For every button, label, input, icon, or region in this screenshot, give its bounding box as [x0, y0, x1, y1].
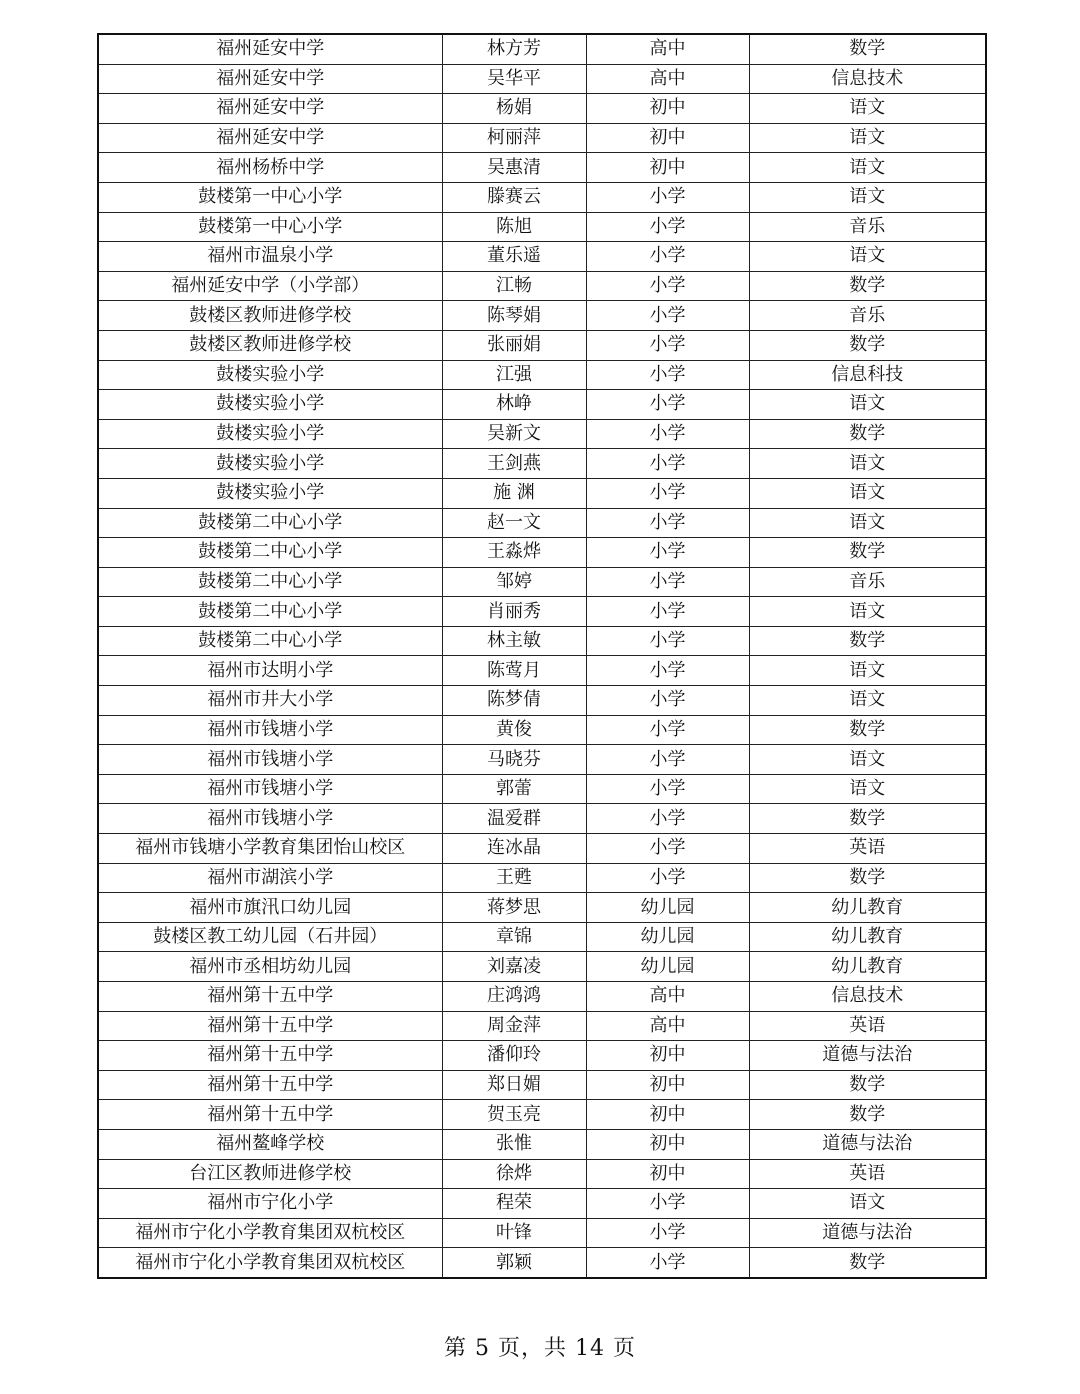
subject-cell: 数学	[749, 804, 986, 834]
school-level-cell: 小学	[586, 212, 749, 242]
teacher-name-cell: 林方芳	[442, 34, 586, 64]
subject-cell: 英语	[749, 834, 986, 864]
school-cell: 福州第十五中学	[98, 982, 442, 1012]
school-cell: 福州市钱塘小学	[98, 715, 442, 745]
teacher-name-cell: 陈琴娟	[442, 301, 586, 331]
subject-cell: 语文	[749, 94, 986, 124]
school-level-cell: 高中	[586, 1011, 749, 1041]
school-cell: 福州第十五中学	[98, 1011, 442, 1041]
subject-cell: 数学	[749, 863, 986, 893]
school-level-cell: 小学	[586, 538, 749, 568]
table-row	[98, 626, 986, 656]
teacher-name-cell: 吴惠清	[442, 153, 586, 183]
school-cell: 福州市钱塘小学教育集团怡山校区	[98, 834, 442, 864]
school-cell: 鼓楼区教师进修学校	[98, 330, 442, 360]
table-row	[98, 745, 986, 775]
teacher-name-cell: 郭蕾	[442, 774, 586, 804]
school-cell: 鼓楼第二中心小学	[98, 626, 442, 656]
school-cell: 福州市钱塘小学	[98, 774, 442, 804]
school-cell: 鼓楼第二中心小学	[98, 508, 442, 538]
teacher-name-cell: 马晓芬	[442, 745, 586, 775]
table-row	[98, 1248, 986, 1278]
school-level-cell: 初中	[586, 153, 749, 183]
teacher-name-cell: 陈莺月	[442, 656, 586, 686]
school-level-cell: 小学	[586, 745, 749, 775]
subject-cell: 音乐	[749, 212, 986, 242]
school-cell: 福州鳌峰学校	[98, 1129, 442, 1159]
table-row	[98, 1100, 986, 1130]
subject-cell: 语文	[749, 182, 986, 212]
teacher-name-cell: 施 渊	[442, 478, 586, 508]
school-cell: 鼓楼第二中心小学	[98, 567, 442, 597]
school-level-cell: 小学	[586, 390, 749, 420]
table-row	[98, 715, 986, 745]
school-level-cell: 小学	[586, 863, 749, 893]
teacher-name-cell: 贺玉亮	[442, 1100, 586, 1130]
teacher-name-cell: 王淼烨	[442, 538, 586, 568]
teacher-name-cell: 吴华平	[442, 64, 586, 94]
school-level-cell: 小学	[586, 656, 749, 686]
teacher-name-cell: 黄俊	[442, 715, 586, 745]
school-cell: 福州市丞相坊幼儿园	[98, 952, 442, 982]
subject-cell: 语文	[749, 449, 986, 479]
school-cell: 鼓楼实验小学	[98, 360, 442, 390]
school-cell: 福州市宁化小学教育集团双杭校区	[98, 1248, 442, 1278]
table-row	[98, 360, 986, 390]
teacher-name-cell: 江强	[442, 360, 586, 390]
teacher-name-cell: 林峥	[442, 390, 586, 420]
subject-cell: 语文	[749, 508, 986, 538]
roster-table	[97, 33, 987, 1279]
table-row	[98, 834, 986, 864]
table-row	[98, 34, 986, 64]
subject-cell: 幼儿教育	[749, 952, 986, 982]
school-level-cell: 小学	[586, 508, 749, 538]
school-cell: 鼓楼实验小学	[98, 478, 442, 508]
school-level-cell: 小学	[586, 478, 749, 508]
school-level-cell: 小学	[586, 715, 749, 745]
school-cell: 福州第十五中学	[98, 1100, 442, 1130]
school-cell: 福州市旗汛口幼儿园	[98, 893, 442, 923]
subject-cell: 数学	[749, 419, 986, 449]
teacher-name-cell: 林主敏	[442, 626, 586, 656]
school-cell: 鼓楼实验小学	[98, 390, 442, 420]
subject-cell: 数学	[749, 538, 986, 568]
teacher-name-cell: 邹婷	[442, 567, 586, 597]
school-cell: 鼓楼第一中心小学	[98, 212, 442, 242]
subject-cell: 数学	[749, 715, 986, 745]
teacher-name-cell: 庄鸿鸿	[442, 982, 586, 1012]
school-cell: 福州延安中学	[98, 94, 442, 124]
roster-table-body	[98, 34, 986, 1278]
subject-cell: 语文	[749, 597, 986, 627]
teacher-name-cell: 蒋梦思	[442, 893, 586, 923]
teacher-name-cell: 王甦	[442, 863, 586, 893]
subject-cell: 数学	[749, 34, 986, 64]
table-row	[98, 774, 986, 804]
table-row	[98, 656, 986, 686]
subject-cell: 语文	[749, 686, 986, 716]
table-row	[98, 64, 986, 94]
table-row	[98, 212, 986, 242]
subject-cell: 数学	[749, 1248, 986, 1278]
school-level-cell: 小学	[586, 774, 749, 804]
subject-cell: 语文	[749, 478, 986, 508]
subject-cell: 英语	[749, 1011, 986, 1041]
subject-cell: 数学	[749, 330, 986, 360]
school-level-cell: 初中	[586, 123, 749, 153]
school-cell: 福州市钱塘小学	[98, 804, 442, 834]
school-level-cell: 高中	[586, 34, 749, 64]
teacher-name-cell: 吴新文	[442, 419, 586, 449]
table-row	[98, 1159, 986, 1189]
teacher-name-cell: 陈旭	[442, 212, 586, 242]
school-level-cell: 初中	[586, 94, 749, 124]
school-level-cell: 高中	[586, 982, 749, 1012]
school-cell: 台江区教师进修学校	[98, 1159, 442, 1189]
school-cell: 福州市宁化小学教育集团双杭校区	[98, 1218, 442, 1248]
subject-cell: 幼儿教育	[749, 893, 986, 923]
teacher-name-cell: 王剑燕	[442, 449, 586, 479]
school-cell: 鼓楼第二中心小学	[98, 597, 442, 627]
table-row	[98, 242, 986, 272]
table-row	[98, 508, 986, 538]
school-level-cell: 小学	[586, 449, 749, 479]
table-row	[98, 153, 986, 183]
table-row	[98, 567, 986, 597]
table-row	[98, 982, 986, 1012]
school-cell: 福州杨桥中学	[98, 153, 442, 183]
table-row	[98, 1070, 986, 1100]
school-level-cell: 初中	[586, 1041, 749, 1071]
school-cell: 福州延安中学	[98, 64, 442, 94]
subject-cell: 信息技术	[749, 982, 986, 1012]
table-row	[98, 330, 986, 360]
table-row	[98, 449, 986, 479]
teacher-name-cell: 张惟	[442, 1129, 586, 1159]
teacher-name-cell: 刘嘉凌	[442, 952, 586, 982]
teacher-name-cell: 徐烨	[442, 1159, 586, 1189]
teacher-name-cell: 周金萍	[442, 1011, 586, 1041]
subject-cell: 信息技术	[749, 64, 986, 94]
school-level-cell: 初中	[586, 1129, 749, 1159]
school-cell: 鼓楼区教师进修学校	[98, 301, 442, 331]
subject-cell: 语文	[749, 390, 986, 420]
school-level-cell: 初中	[586, 1159, 749, 1189]
table-row	[98, 271, 986, 301]
teacher-name-cell: 程荣	[442, 1189, 586, 1219]
subject-cell: 道德与法治	[749, 1041, 986, 1071]
table-row	[98, 94, 986, 124]
school-cell: 福州市湖滨小学	[98, 863, 442, 893]
table-row	[98, 419, 986, 449]
subject-cell: 英语	[749, 1159, 986, 1189]
school-level-cell: 小学	[586, 597, 749, 627]
table-row	[98, 893, 986, 923]
school-level-cell: 小学	[586, 271, 749, 301]
table-row	[98, 478, 986, 508]
table-row	[98, 301, 986, 331]
school-cell: 福州第十五中学	[98, 1041, 442, 1071]
teacher-name-cell: 江畅	[442, 271, 586, 301]
table-row	[98, 538, 986, 568]
school-cell: 鼓楼第一中心小学	[98, 182, 442, 212]
school-cell: 鼓楼区教工幼儿园（石井园）	[98, 922, 442, 952]
table-row	[98, 952, 986, 982]
teacher-name-cell: 郭颖	[442, 1248, 586, 1278]
teacher-name-cell: 赵一文	[442, 508, 586, 538]
subject-cell: 数学	[749, 271, 986, 301]
teacher-name-cell: 陈梦倩	[442, 686, 586, 716]
subject-cell: 语文	[749, 1189, 986, 1219]
subject-cell: 道德与法治	[749, 1129, 986, 1159]
subject-cell: 语文	[749, 774, 986, 804]
teacher-name-cell: 滕赛云	[442, 182, 586, 212]
school-level-cell: 高中	[586, 64, 749, 94]
school-level-cell: 小学	[586, 626, 749, 656]
table-row	[98, 123, 986, 153]
teacher-name-cell: 郑日媚	[442, 1070, 586, 1100]
table-row	[98, 922, 986, 952]
school-cell: 福州延安中学	[98, 123, 442, 153]
teacher-name-cell: 温爱群	[442, 804, 586, 834]
teacher-name-cell: 叶锋	[442, 1218, 586, 1248]
school-cell: 福州市达明小学	[98, 656, 442, 686]
subject-cell: 语文	[749, 153, 986, 183]
school-cell: 鼓楼第二中心小学	[98, 538, 442, 568]
school-cell: 福州延安中学（小学部）	[98, 271, 442, 301]
school-cell: 福州市温泉小学	[98, 242, 442, 272]
school-cell: 福州延安中学	[98, 34, 442, 64]
school-cell: 福州市宁化小学	[98, 1189, 442, 1219]
table-row	[98, 1129, 986, 1159]
subject-cell: 语文	[749, 656, 986, 686]
table-row	[98, 686, 986, 716]
school-level-cell: 幼儿园	[586, 952, 749, 982]
school-level-cell: 小学	[586, 1218, 749, 1248]
table-row	[98, 1041, 986, 1071]
table-row	[98, 804, 986, 834]
school-cell: 福州第十五中学	[98, 1070, 442, 1100]
subject-cell: 语文	[749, 242, 986, 272]
teacher-name-cell: 杨娟	[442, 94, 586, 124]
subject-cell: 语文	[749, 123, 986, 153]
teacher-name-cell: 张丽娟	[442, 330, 586, 360]
table-row	[98, 1011, 986, 1041]
subject-cell: 数学	[749, 1070, 986, 1100]
subject-cell: 音乐	[749, 301, 986, 331]
school-level-cell: 小学	[586, 1189, 749, 1219]
school-level-cell: 初中	[586, 1070, 749, 1100]
teacher-name-cell: 柯丽萍	[442, 123, 586, 153]
school-level-cell: 小学	[586, 360, 749, 390]
table-row	[98, 390, 986, 420]
subject-cell: 信息科技	[749, 360, 986, 390]
school-level-cell: 初中	[586, 1100, 749, 1130]
table-row	[98, 863, 986, 893]
school-level-cell: 小学	[586, 567, 749, 597]
subject-cell: 幼儿教育	[749, 922, 986, 952]
school-level-cell: 幼儿园	[586, 922, 749, 952]
subject-cell: 数学	[749, 1100, 986, 1130]
school-cell: 鼓楼实验小学	[98, 449, 442, 479]
subject-cell: 道德与法治	[749, 1218, 986, 1248]
subject-cell: 语文	[749, 745, 986, 775]
table-row	[98, 597, 986, 627]
teacher-name-cell: 连冰晶	[442, 834, 586, 864]
school-level-cell: 小学	[586, 242, 749, 272]
school-level-cell: 小学	[586, 1248, 749, 1278]
school-level-cell: 小学	[586, 182, 749, 212]
teacher-name-cell: 章锦	[442, 922, 586, 952]
teacher-name-cell: 潘仰玲	[442, 1041, 586, 1071]
table-row	[98, 1189, 986, 1219]
teacher-name-cell: 肖丽秀	[442, 597, 586, 627]
school-level-cell: 小学	[586, 301, 749, 331]
subject-cell: 音乐	[749, 567, 986, 597]
table-row	[98, 1218, 986, 1248]
school-level-cell: 幼儿园	[586, 893, 749, 923]
school-level-cell: 小学	[586, 419, 749, 449]
table-row	[98, 182, 986, 212]
school-cell: 福州市井大小学	[98, 686, 442, 716]
school-cell: 福州市钱塘小学	[98, 745, 442, 775]
school-level-cell: 小学	[586, 686, 749, 716]
page-footer: 第 5 页，共 14 页	[444, 1336, 636, 1361]
teacher-name-cell: 董乐遥	[442, 242, 586, 272]
subject-cell: 数学	[749, 626, 986, 656]
school-level-cell: 小学	[586, 834, 749, 864]
school-cell: 鼓楼实验小学	[98, 419, 442, 449]
school-level-cell: 小学	[586, 330, 749, 360]
school-level-cell: 小学	[586, 804, 749, 834]
